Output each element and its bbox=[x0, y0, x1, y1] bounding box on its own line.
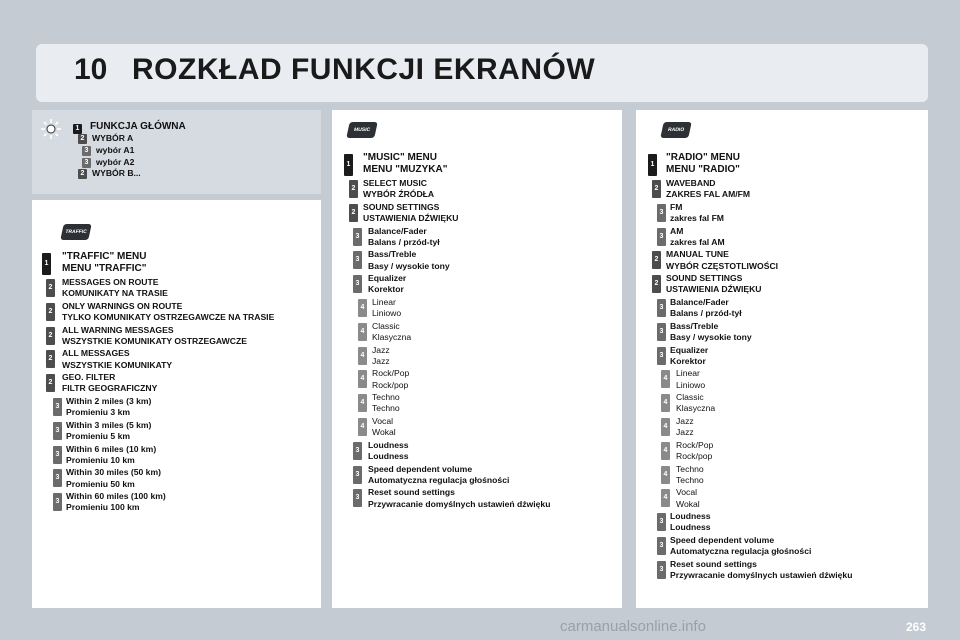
traffic-icon: TRAFFIC bbox=[60, 224, 91, 240]
item-translation: USTAWIENIA DŹWIĘKU bbox=[363, 213, 459, 224]
page-title: ROZKŁAD FUNKCJI EKRANÓW bbox=[132, 53, 596, 86]
item-translation: Klasyczna bbox=[676, 403, 716, 414]
level-badge: 4 bbox=[358, 323, 367, 341]
main-function-title: FUNKCJA GŁÓWNA bbox=[90, 121, 186, 132]
item-label: MANUAL TUNE bbox=[666, 249, 729, 260]
level-badge: 2 bbox=[652, 275, 661, 293]
level-badge: 2 bbox=[46, 327, 55, 345]
item-translation: Liniowo bbox=[372, 308, 402, 319]
item-translation: Automatyczna regulacja głośności bbox=[368, 474, 510, 485]
item-label: Vocal bbox=[372, 416, 394, 426]
level-badge: 3 bbox=[82, 146, 91, 156]
item-label: ALL MESSAGES bbox=[62, 348, 130, 359]
item-translation: zakres fal FM bbox=[670, 213, 724, 224]
level-badge: 3 bbox=[657, 299, 666, 317]
level-badge: 4 bbox=[661, 394, 670, 412]
item-label: Techno bbox=[676, 463, 704, 474]
item-label: GEO. FILTER bbox=[62, 372, 116, 383]
level-badge: 3 bbox=[82, 158, 91, 168]
item-translation: Techno bbox=[372, 403, 400, 414]
item-label: ONLY WARNINGS ON ROUTE bbox=[62, 300, 183, 311]
level-badge: 3 bbox=[657, 204, 666, 222]
item-label: Within 6 miles (10 km) bbox=[66, 443, 157, 454]
item-label: Equalizer bbox=[368, 273, 407, 284]
level-badge: 2 bbox=[46, 374, 55, 392]
item-translation: Korektor bbox=[368, 284, 404, 295]
item-label: Jazz bbox=[372, 344, 390, 355]
level-badge: 3 bbox=[53, 493, 62, 511]
item-translation: Loudness bbox=[368, 451, 409, 462]
item-translation: WYBÓR ŹRÓDŁA bbox=[363, 189, 435, 200]
item-label: Classic bbox=[372, 320, 400, 331]
item-label: Linear bbox=[676, 368, 700, 379]
item-label: Bass/Treble bbox=[368, 249, 417, 260]
item-label: Vocal bbox=[676, 487, 698, 498]
item-label: "TRAFFIC" MENU bbox=[62, 251, 147, 262]
main-function-item: WYBÓR A bbox=[92, 133, 134, 143]
level-badge: 3 bbox=[657, 513, 666, 531]
item-translation: KOMUNIKATY NA TRASIE bbox=[62, 288, 168, 299]
level-badge: 4 bbox=[661, 370, 670, 388]
item-translation: TYLKO KOMUNIKATY OSTRZEGAWCZE NA TRASIE bbox=[62, 312, 275, 323]
item-translation: Korektor bbox=[670, 355, 706, 366]
item-label: Rock/Pop bbox=[372, 368, 410, 379]
level-badge: 2 bbox=[349, 204, 358, 222]
item-label: Balance/Fader bbox=[670, 297, 729, 307]
level-badge: 4 bbox=[661, 466, 670, 484]
item-label: Within 3 miles (5 km) bbox=[66, 419, 152, 430]
level-badge: 1 bbox=[42, 253, 51, 275]
item-translation: Promieniu 50 km bbox=[66, 478, 135, 489]
item-translation: USTAWIENIA DŹWIĘKU bbox=[666, 284, 762, 295]
level-badge: 3 bbox=[53, 398, 62, 416]
level-badge: 3 bbox=[657, 323, 666, 341]
level-badge: 4 bbox=[358, 347, 367, 365]
item-label: Equalizer bbox=[670, 344, 709, 355]
item-label: ALL WARNING MESSAGES bbox=[62, 324, 174, 335]
item-translation: Automatyczna regulacja głośności bbox=[670, 546, 812, 557]
item-translation: Promieniu 5 km bbox=[66, 431, 130, 442]
item-translation: Promieniu 3 km bbox=[66, 407, 130, 418]
item-translation: Basy / wysokie tony bbox=[368, 260, 450, 271]
level-badge: 2 bbox=[652, 180, 661, 198]
item-translation: Rock/pop bbox=[676, 451, 713, 462]
item-translation: Przywracanie domyślnych ustawień dźwięku bbox=[368, 498, 551, 509]
item-translation: ZAKRES FAL AM/FM bbox=[666, 189, 751, 200]
item-translation: Przywracanie domyślnych ustawień dźwięku bbox=[670, 570, 853, 581]
item-label: SOUND SETTINGS bbox=[666, 273, 743, 284]
level-badge: 1 bbox=[344, 154, 353, 176]
item-translation: FILTR GEOGRAFICZNY bbox=[62, 383, 158, 394]
item-label: Jazz bbox=[676, 416, 694, 426]
item-translation: WSZYSTKIE KOMUNIKATY bbox=[62, 359, 173, 370]
item-translation: MENU "TRAFFIC" bbox=[62, 262, 147, 274]
item-label: Techno bbox=[372, 392, 400, 403]
item-label: Speed dependent volume bbox=[368, 463, 473, 474]
item-label: Within 60 miles (100 km) bbox=[66, 491, 166, 502]
level-badge: 3 bbox=[353, 228, 362, 246]
item-label: Within 2 miles (3 km) bbox=[66, 396, 152, 406]
chapter-number: 10 bbox=[74, 53, 108, 86]
item-translation: MENU "RADIO" bbox=[666, 163, 740, 175]
level-badge: 1 bbox=[648, 154, 657, 176]
item-translation: Basy / wysokie tony bbox=[670, 332, 752, 343]
item-label: Speed dependent volume bbox=[670, 535, 775, 545]
item-translation: Klasyczna bbox=[372, 332, 412, 343]
item-label: Reset sound settings bbox=[368, 487, 455, 498]
level-badge: 3 bbox=[53, 469, 62, 487]
item-label: Linear bbox=[372, 297, 396, 307]
level-badge: 4 bbox=[358, 370, 367, 388]
item-translation: Loudness bbox=[670, 522, 711, 533]
item-label: "RADIO" MENU bbox=[666, 152, 740, 163]
item-translation: Jazz bbox=[676, 427, 694, 438]
page-number: 263 bbox=[905, 620, 926, 634]
item-translation: Wokal bbox=[372, 427, 396, 438]
item-label: SELECT MUSIC bbox=[363, 178, 427, 188]
level-badge: 1 bbox=[73, 124, 82, 134]
level-badge: 3 bbox=[353, 489, 362, 507]
radio-icon: RADIO bbox=[660, 122, 691, 138]
item-translation: zakres fal AM bbox=[670, 236, 725, 247]
level-badge: 2 bbox=[46, 279, 55, 297]
main-function-item: WYBÓR B... bbox=[92, 168, 141, 179]
level-badge: 3 bbox=[353, 442, 362, 460]
item-label: AM bbox=[670, 225, 684, 236]
item-label: WAVEBAND bbox=[666, 178, 716, 188]
level-badge: 2 bbox=[78, 169, 87, 179]
main-function-item: wybór A1 bbox=[96, 144, 135, 155]
level-badge: 3 bbox=[353, 466, 362, 484]
level-badge: 4 bbox=[661, 442, 670, 460]
level-badge: 4 bbox=[358, 394, 367, 412]
music-icon: MUSIC bbox=[346, 122, 377, 138]
main-function-item: wybór A2 bbox=[96, 156, 135, 167]
item-translation: Wokal bbox=[676, 498, 700, 509]
item-translation: Jazz bbox=[372, 355, 390, 366]
item-label: SOUND SETTINGS bbox=[363, 201, 440, 212]
level-badge: 4 bbox=[661, 418, 670, 436]
level-badge: 2 bbox=[652, 251, 661, 269]
item-translation: Rock/pop bbox=[372, 379, 409, 390]
level-badge: 3 bbox=[53, 446, 62, 464]
item-label: Loudness bbox=[368, 439, 409, 450]
item-translation: Techno bbox=[676, 474, 704, 485]
item-translation: Promieniu 100 km bbox=[66, 502, 140, 513]
item-translation: WYBÓR CZĘSTOTLIWOŚCI bbox=[666, 260, 779, 271]
item-translation: WSZYSTKIE KOMUNIKATY OSTRZEGAWCZE bbox=[62, 335, 247, 346]
item-label: Reset sound settings bbox=[670, 558, 757, 569]
item-label: Within 30 miles (50 km) bbox=[66, 467, 161, 478]
item-translation: Liniowo bbox=[676, 379, 706, 390]
level-badge: 2 bbox=[78, 134, 87, 144]
level-badge: 2 bbox=[349, 180, 358, 198]
item-label: FM bbox=[670, 201, 683, 212]
level-badge: 4 bbox=[358, 418, 367, 436]
item-label: Rock/Pop bbox=[676, 439, 714, 450]
level-badge: 2 bbox=[46, 303, 55, 321]
sun-icon bbox=[40, 118, 62, 140]
level-badge: 4 bbox=[661, 489, 670, 507]
item-translation: Balans / przód-tył bbox=[368, 236, 440, 247]
level-badge: 3 bbox=[657, 347, 666, 365]
level-badge: 3 bbox=[657, 228, 666, 246]
item-translation: MENU "MUZYKA" bbox=[363, 163, 448, 175]
level-badge: 3 bbox=[657, 561, 666, 579]
level-badge: 3 bbox=[657, 537, 666, 555]
item-translation: Promieniu 10 km bbox=[66, 454, 135, 465]
level-badge: 4 bbox=[358, 299, 367, 317]
level-badge: 3 bbox=[353, 251, 362, 269]
level-badge: 2 bbox=[46, 350, 55, 368]
item-label: MESSAGES ON ROUTE bbox=[62, 277, 159, 287]
level-badge: 3 bbox=[53, 422, 62, 440]
item-label: Balance/Fader bbox=[368, 225, 427, 236]
item-label: Bass/Treble bbox=[670, 320, 719, 331]
watermark: carmanualsonline.info bbox=[560, 618, 706, 635]
item-translation: Balans / przód-tył bbox=[670, 308, 742, 319]
item-label: Classic bbox=[676, 392, 704, 403]
level-badge: 3 bbox=[353, 275, 362, 293]
item-label: Loudness bbox=[670, 511, 711, 522]
item-label: "MUSIC" MENU bbox=[363, 152, 437, 163]
